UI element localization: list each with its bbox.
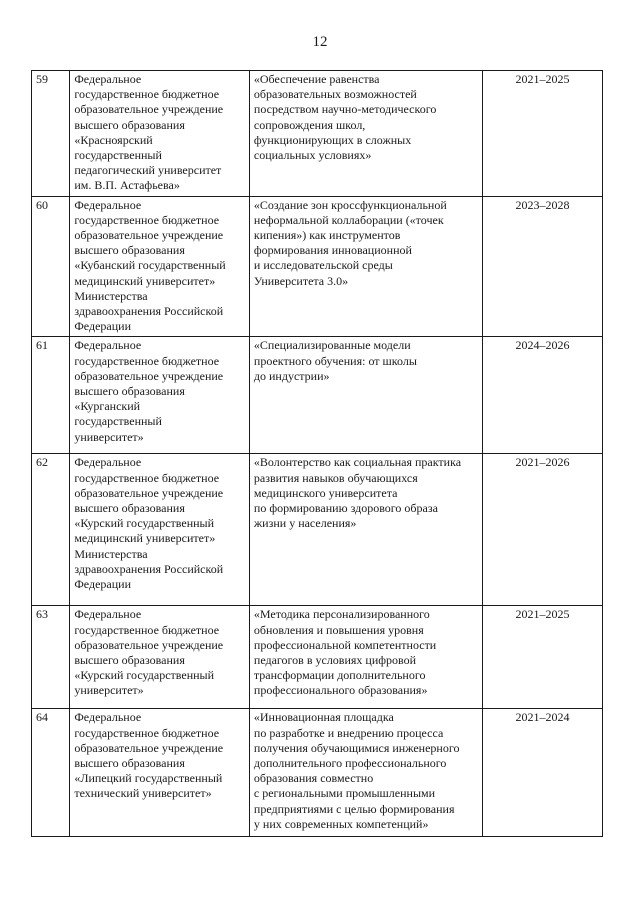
row-number: 61 — [32, 337, 70, 454]
organization-line: Министерства — [74, 288, 148, 303]
period-cell: 2021–2025 — [482, 606, 602, 709]
project-line: профессиональной компетентности — [253, 637, 437, 652]
project-line: до индустрии» — [253, 368, 330, 383]
project-cell — [249, 337, 482, 454]
organization-line: технический университет» — [74, 786, 212, 801]
row-number: 63 — [32, 606, 70, 709]
organization-line: государственный — [74, 414, 162, 429]
project-cell — [249, 71, 482, 197]
project-line: получения обучающимися инженерного — [253, 740, 460, 755]
organization-line: образовательное учреждение — [74, 102, 224, 117]
project-line: у них современных компетенций» — [253, 816, 429, 831]
organization-line: им. В.П. Астафьева» — [74, 178, 180, 193]
project-line: проектного обучения: от школы — [253, 353, 417, 368]
project-line: неформальной коллаборации («точек — [253, 212, 444, 227]
project-line: функционирующих в сложных — [253, 132, 412, 147]
project-line: посредством научно-методического — [253, 102, 437, 117]
organization-line: педагогический университет — [74, 163, 222, 178]
organization-line: высшего образования — [74, 243, 185, 258]
organization-line: Федеральное — [74, 338, 142, 353]
project-line: педагогов в условиях цифровой — [253, 653, 417, 668]
organization-line: государственное бюджетное — [74, 725, 220, 740]
organization-line: медицинский университет» — [74, 273, 216, 288]
table-row — [32, 606, 603, 709]
organization-line: «Курганский — [74, 399, 141, 414]
organization-line: университет» — [74, 683, 144, 698]
period-cell: 2021–2024 — [482, 709, 602, 837]
project-cell — [249, 709, 482, 837]
organization-line: университет» — [74, 429, 144, 444]
organization-line: медицинский университет» — [74, 531, 216, 546]
organization-line: «Липецкий государственный — [74, 771, 223, 786]
project-line: жизни у населения» — [253, 516, 357, 531]
organization-line: Федеральное — [74, 72, 142, 86]
organization-line: образовательное учреждение — [74, 485, 224, 500]
table-row — [32, 454, 603, 606]
organization-cell — [70, 606, 250, 709]
organization-cell — [70, 454, 250, 606]
table-row — [32, 709, 603, 837]
page-number: 12 — [312, 34, 328, 50]
project-line: по разработке и внедрению процесса — [253, 725, 444, 740]
organization-line: «Красноярский — [74, 132, 153, 147]
period-cell: 2023–2028 — [482, 196, 602, 337]
organization-line: высшего образования — [74, 501, 185, 516]
organization-line: здравоохранения Российской — [74, 561, 224, 576]
organization-line: «Курский государственный — [74, 668, 215, 683]
row-number: 64 — [32, 709, 70, 837]
organization-line: государственный — [74, 148, 162, 163]
project-line: сопровождения школ, — [253, 117, 366, 132]
table-row — [32, 71, 603, 197]
organization-line: образовательное учреждение — [74, 740, 224, 755]
project-line: «Волонтерство как социальная практика — [253, 455, 462, 470]
organization-cell — [70, 196, 250, 337]
organization-line: образовательное учреждение — [74, 637, 224, 652]
project-line: «Создание зон кроссфункциональной — [253, 197, 447, 212]
organization-line: образовательное учреждение — [74, 228, 224, 243]
project-line: «Специализированные модели — [253, 338, 411, 353]
project-line: «Методика персонализированного — [253, 607, 430, 622]
organization-line: высшего образования — [74, 384, 185, 399]
organization-line: Министерства — [74, 546, 148, 561]
organization-line: государственное бюджетное — [74, 87, 220, 102]
project-line: обновления и повышения уровня — [253, 622, 424, 637]
project-cell — [249, 606, 482, 709]
organization-line: Федеральное — [74, 607, 142, 622]
organization-line: высшего образования — [74, 756, 185, 771]
project-line: медицинского университета — [253, 485, 398, 500]
row-number: 62 — [32, 454, 70, 606]
project-line: с региональными промышленными — [253, 786, 436, 801]
organization-line: государственное бюджетное — [74, 212, 220, 227]
period-cell: 2024–2026 — [482, 337, 602, 454]
organization-line: высшего образования — [74, 653, 185, 668]
project-line: формирования инновационной — [253, 243, 412, 258]
table-body — [32, 71, 603, 837]
project-line: по формированию здорового образа — [253, 501, 438, 516]
project-line: профессионального образования» — [253, 683, 428, 698]
organization-line: Федеральное — [74, 710, 142, 725]
period-cell: 2021–2025 — [482, 71, 602, 197]
organization-line: «Курский государственный — [74, 516, 215, 531]
project-cell — [249, 454, 482, 606]
organization-line: государственное бюджетное — [74, 353, 220, 368]
project-line: образования совместно — [253, 771, 374, 786]
organization-cell — [70, 337, 250, 454]
organization-line: государственное бюджетное — [74, 470, 220, 485]
project-line: и исследовательской среды — [253, 258, 393, 273]
organization-line: «Кубанский государственный — [74, 258, 226, 273]
organization-cell — [70, 709, 250, 837]
project-line: дополнительного профессионального — [253, 756, 447, 771]
project-line: Университета 3.0» — [253, 273, 349, 288]
period-cell: 2021–2026 — [482, 454, 602, 606]
project-line: «Инновационная площадка — [253, 710, 394, 725]
organization-line: Федерации — [74, 319, 131, 334]
project-cell — [249, 196, 482, 337]
organization-line: образовательное учреждение — [74, 368, 224, 383]
project-line: «Обеспечение равенства — [253, 72, 380, 86]
registry-table — [31, 70, 603, 837]
project-line: трансформации дополнительного — [253, 668, 426, 683]
organization-line: государственное бюджетное — [74, 622, 220, 637]
row-number: 59 — [32, 71, 70, 197]
table-row — [32, 196, 603, 337]
row-number: 60 — [32, 196, 70, 337]
project-line: образовательных возможностей — [253, 87, 417, 102]
organization-line: высшего образования — [74, 117, 185, 132]
organization-cell — [70, 71, 250, 197]
organization-line: Федерации — [74, 577, 131, 592]
project-line: социальных условиях» — [253, 148, 372, 163]
organization-line: здравоохранения Российской — [74, 304, 224, 319]
organization-line: Федеральное — [74, 455, 142, 470]
table-row — [32, 337, 603, 454]
project-line: предприятиями с целью формирования — [253, 801, 455, 816]
project-line: развития навыков обучающихся — [253, 470, 418, 485]
project-line: кипения») как инструментов — [253, 228, 401, 243]
organization-line: Федеральное — [74, 197, 142, 212]
